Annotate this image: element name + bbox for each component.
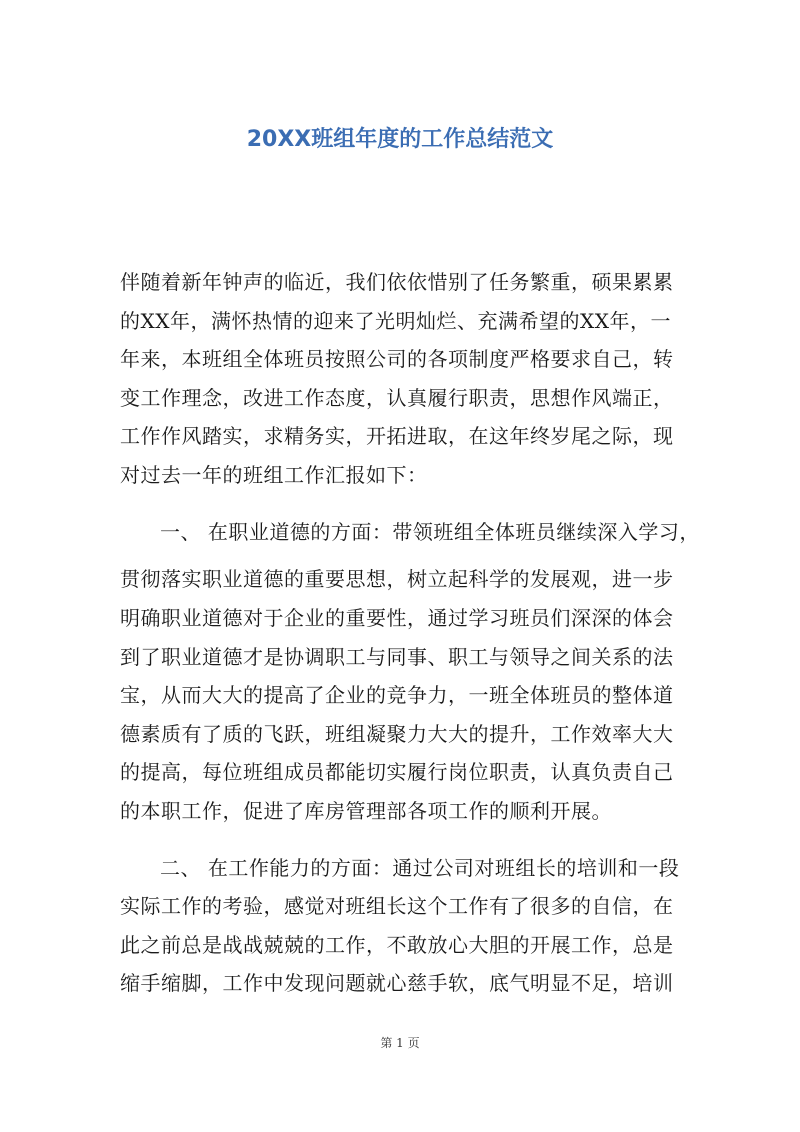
section-heading-line: 二、 在工作能力的方面：通过公司对班组长的培训和一段	[160, 856, 680, 880]
section-heading-line: 一、 在职业道德的方面：带领班组全体班员继续深入学习，	[160, 520, 700, 544]
paragraph-line: 工作作风踏实，求精务实，开拓进取，在这年终岁尾之际，现	[120, 424, 674, 448]
paragraph-line: 此之前总是战战兢兢的工作，不敢放心大胆的开展工作，总是	[120, 933, 674, 957]
paragraph-line: 贯彻落实职业道德的重要思想，树立起科学的发展观，进一步	[120, 567, 674, 591]
document-title: 20XX班组年度的工作总结范文	[246, 127, 554, 152]
paragraph-line: 缩手缩脚，工作中发现问题就心慈手软，底气明显不足，培训	[120, 971, 674, 995]
paragraph-line: 的本职工作，促进了库房管理部各项工作的顺利开展。	[120, 799, 612, 823]
paragraph-line: 的XX年，满怀热情的迎来了光明灿烂、充满希望的XX年，一	[120, 309, 671, 333]
paragraph-line: 变工作理念，改进工作态度，认真履行职责，思想作风端正，	[120, 386, 674, 410]
paragraph-line: 对过去一年的班组工作汇报如下：	[120, 463, 428, 487]
paragraph-line: 宝，从而大大的提高了企业的竞争力，一班全体班员的整体道	[120, 683, 674, 707]
paragraph-line: 明确职业道德对于企业的重要性，通过学习班员们深深的体会	[120, 606, 674, 630]
paragraph-line: 年来，本班组全体班员按照公司的各项制度严格要求自己，转	[120, 347, 674, 371]
paragraph-line: 实际工作的考验，感觉对班组长这个工作有了很多的自信，在	[120, 894, 674, 918]
paragraph-line: 到了职业道德才是协调职工与同事、职工与领导之间关系的法	[120, 645, 674, 669]
paragraph-line: 伴随着新年钟声的临近，我们依依惜别了任务繁重，硕果累累	[120, 270, 674, 294]
paragraph-line: 德素质有了质的飞跃，班组凝聚力大大的提升，工作效率大大	[120, 722, 674, 746]
paragraph-line: 的提高，每位班组成员都能切实履行岗位职责，认真负责自己	[120, 760, 674, 784]
page-number: 第 1 页	[380, 1036, 420, 1050]
